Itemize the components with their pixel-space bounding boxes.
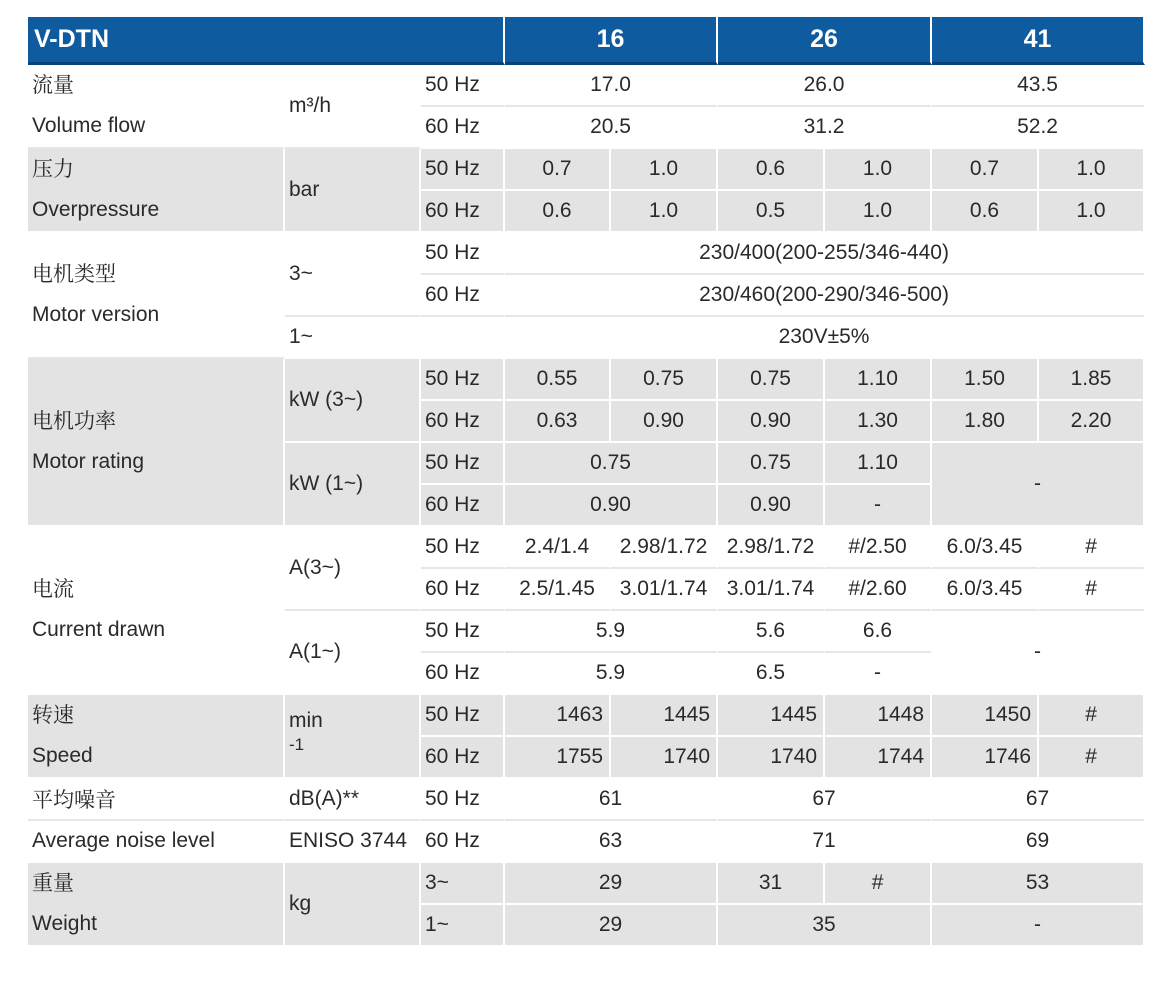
spec-table: [28, 17, 1145, 947]
value-cell: 1746: [932, 737, 1039, 779]
flow-unit: m³/h: [285, 65, 421, 149]
value-cell: #: [1039, 527, 1145, 569]
value-cell: #: [825, 863, 932, 905]
speed-label-cn: 转速: [32, 704, 74, 727]
value-cell: 31.2: [718, 107, 932, 149]
current-label-en: Current drawn: [32, 618, 166, 641]
value-cell: 35: [718, 905, 932, 947]
phase-label: 1~: [421, 905, 505, 947]
value-cell: 6.5: [718, 653, 825, 695]
freq-label: 50 Hz: [421, 359, 505, 401]
value-cell: 230/460(200-290/346-500): [505, 275, 1145, 317]
noise-unit-a: dB(A)**: [285, 779, 421, 821]
value-cell: -: [932, 611, 1145, 695]
size-26-header: 26: [718, 17, 932, 65]
weight-label-cn: 重量: [32, 872, 74, 895]
pressure-label-en: Overpressure: [32, 198, 160, 221]
pressure-row-50: [28, 149, 1145, 191]
value-cell: 5.9: [505, 611, 718, 653]
value-cell: 1.0: [1039, 191, 1145, 233]
freq-label: 50 Hz: [421, 65, 505, 107]
motor-version-label-cn: 电机类型: [32, 263, 116, 286]
speed-unit-exponent: -1: [289, 734, 305, 754]
value-cell: 53: [932, 863, 1145, 905]
model-name: V-DTN: [28, 17, 505, 65]
pressure-label-cn: 压力: [32, 158, 74, 181]
motor-version-unit-3ph: 3~: [285, 233, 421, 317]
freq-label: 60 Hz: [421, 737, 505, 779]
freq-label: 50 Hz: [421, 695, 505, 737]
value-cell: 1450: [932, 695, 1039, 737]
weight-label: [28, 863, 285, 947]
value-cell: 17.0: [505, 65, 718, 107]
noise-row-50: [28, 779, 1145, 821]
value-cell: -: [825, 653, 932, 695]
value-cell: 0.7: [505, 149, 611, 191]
value-cell: 67: [932, 779, 1145, 821]
value-cell: 1.0: [611, 149, 718, 191]
value-cell: -: [932, 905, 1145, 947]
value-cell: 43.5: [932, 65, 1145, 107]
weight-row-3ph: [28, 863, 1145, 905]
value-cell: #: [1039, 695, 1145, 737]
value-cell: 0.75: [718, 359, 825, 401]
value-cell: 0.6: [505, 191, 611, 233]
value-cell: 2.5/1.45: [505, 569, 611, 611]
value-cell: 6.6: [825, 611, 932, 653]
freq-label-empty: [421, 317, 505, 359]
value-cell: 1463: [505, 695, 611, 737]
freq-label: 50 Hz: [421, 443, 505, 485]
pressure-label: [28, 149, 285, 233]
value-cell: 71: [718, 821, 932, 863]
current-label: [28, 527, 285, 695]
value-cell: 1.0: [611, 191, 718, 233]
motor-rating-unit-3ph: kW (3~): [285, 359, 421, 443]
value-cell: 0.75: [505, 443, 718, 485]
value-cell: #: [1039, 569, 1145, 611]
value-cell: 1.0: [1039, 149, 1145, 191]
value-cell: #/2.60: [825, 569, 932, 611]
speed-label-en: Speed: [32, 744, 93, 767]
value-cell: 1.10: [825, 443, 932, 485]
motor-version-label: [28, 233, 285, 359]
value-cell: 31: [718, 863, 825, 905]
value-cell: 6.0/3.45: [932, 569, 1039, 611]
value-cell: 61: [505, 779, 718, 821]
value-cell: 1744: [825, 737, 932, 779]
noise-label-cn: 平均噪音: [28, 779, 285, 821]
value-cell: 0.90: [505, 485, 718, 527]
value-cell: 1.85: [1039, 359, 1145, 401]
value-cell: 0.75: [718, 443, 825, 485]
value-cell: 230V±5%: [505, 317, 1145, 359]
value-cell: 1448: [825, 695, 932, 737]
value-cell: 0.63: [505, 401, 611, 443]
value-cell: #: [1039, 737, 1145, 779]
weight-label-en: Weight: [32, 912, 97, 935]
freq-label: 50 Hz: [421, 149, 505, 191]
value-cell: 2.98/1.72: [718, 527, 825, 569]
freq-label: 60 Hz: [421, 107, 505, 149]
value-cell: 52.2: [932, 107, 1145, 149]
value-cell: 1.80: [932, 401, 1039, 443]
value-cell: 6.0/3.45: [932, 527, 1039, 569]
value-cell: -: [825, 485, 932, 527]
value-cell: 0.55: [505, 359, 611, 401]
motor-rating-label-en: Motor rating: [32, 450, 145, 473]
value-cell: 1.0: [825, 149, 932, 191]
freq-label: 60 Hz: [421, 191, 505, 233]
freq-label: 60 Hz: [421, 485, 505, 527]
value-cell: 1445: [718, 695, 825, 737]
motor-version-unit-1ph: 1~: [285, 317, 421, 359]
value-cell: 0.5: [718, 191, 825, 233]
header-row: [28, 17, 1145, 65]
value-cell: 2.98/1.72: [611, 527, 718, 569]
value-cell: 0.90: [718, 485, 825, 527]
size-16-header: 16: [505, 17, 718, 65]
value-cell: 20.5: [505, 107, 718, 149]
freq-label: 50 Hz: [421, 779, 505, 821]
freq-label: 50 Hz: [421, 233, 505, 275]
current-row-3ph-50: [28, 527, 1145, 569]
value-cell: 69: [932, 821, 1145, 863]
value-cell: 63: [505, 821, 718, 863]
noise-label-en: Average noise level: [28, 821, 285, 863]
value-cell: 1.30: [825, 401, 932, 443]
value-cell: 1445: [611, 695, 718, 737]
value-cell: 230/400(200-255/346-440): [505, 233, 1145, 275]
motor-rating-label: [28, 359, 285, 527]
value-cell: 1740: [718, 737, 825, 779]
pressure-unit: bar: [285, 149, 421, 233]
motor-rating-unit-1ph: kW (1~): [285, 443, 421, 527]
freq-label: 50 Hz: [421, 611, 505, 653]
value-cell: -: [932, 443, 1145, 527]
motor-rating-label-cn: 电机功率: [32, 410, 116, 433]
value-cell: 29: [505, 905, 718, 947]
freq-label: 60 Hz: [421, 275, 505, 317]
value-cell: 0.90: [611, 401, 718, 443]
value-cell: 3.01/1.74: [611, 569, 718, 611]
value-cell: #/2.50: [825, 527, 932, 569]
noise-unit-b: ENISO 3744: [285, 821, 421, 863]
current-unit-1ph: A(1~): [285, 611, 421, 695]
speed-unit: [285, 695, 421, 779]
current-label-cn: 电流: [32, 578, 74, 601]
motor-version-row-50: [28, 233, 1145, 275]
value-cell: 26.0: [718, 65, 932, 107]
motor-version-label-en: Motor version: [32, 303, 160, 326]
value-cell: 2.20: [1039, 401, 1145, 443]
value-cell: 1.10: [825, 359, 932, 401]
motor-rating-row-3ph-50: [28, 359, 1145, 401]
value-cell: 29: [505, 863, 718, 905]
value-cell: 1740: [611, 737, 718, 779]
value-cell: 2.4/1.4: [505, 527, 611, 569]
phase-label: 3~: [421, 863, 505, 905]
freq-label: 60 Hz: [421, 821, 505, 863]
speed-label: [28, 695, 285, 779]
value-cell: 0.75: [611, 359, 718, 401]
noise-row-60: [28, 821, 1145, 863]
speed-row-50: [28, 695, 1145, 737]
value-cell: 0.90: [718, 401, 825, 443]
speed-unit-base: min: [289, 708, 323, 732]
value-cell: 0.7: [932, 149, 1039, 191]
value-cell: 1755: [505, 737, 611, 779]
value-cell: 5.9: [505, 653, 718, 695]
freq-label: 60 Hz: [421, 569, 505, 611]
current-unit-3ph: A(3~): [285, 527, 421, 611]
freq-label: 50 Hz: [421, 527, 505, 569]
value-cell: 1.0: [825, 191, 932, 233]
freq-label: 60 Hz: [421, 401, 505, 443]
value-cell: 1.50: [932, 359, 1039, 401]
weight-unit: kg: [285, 863, 421, 947]
value-cell: 0.6: [718, 149, 825, 191]
value-cell: 3.01/1.74: [718, 569, 825, 611]
flow-label: [28, 65, 285, 149]
value-cell: 5.6: [718, 611, 825, 653]
flow-row-50: [28, 65, 1145, 107]
flow-label-en: Volume flow: [32, 114, 146, 137]
size-41-header: 41: [932, 17, 1145, 65]
value-cell: 67: [718, 779, 932, 821]
freq-label: 60 Hz: [421, 653, 505, 695]
value-cell: 0.6: [932, 191, 1039, 233]
flow-label-cn: 流量: [32, 74, 74, 97]
